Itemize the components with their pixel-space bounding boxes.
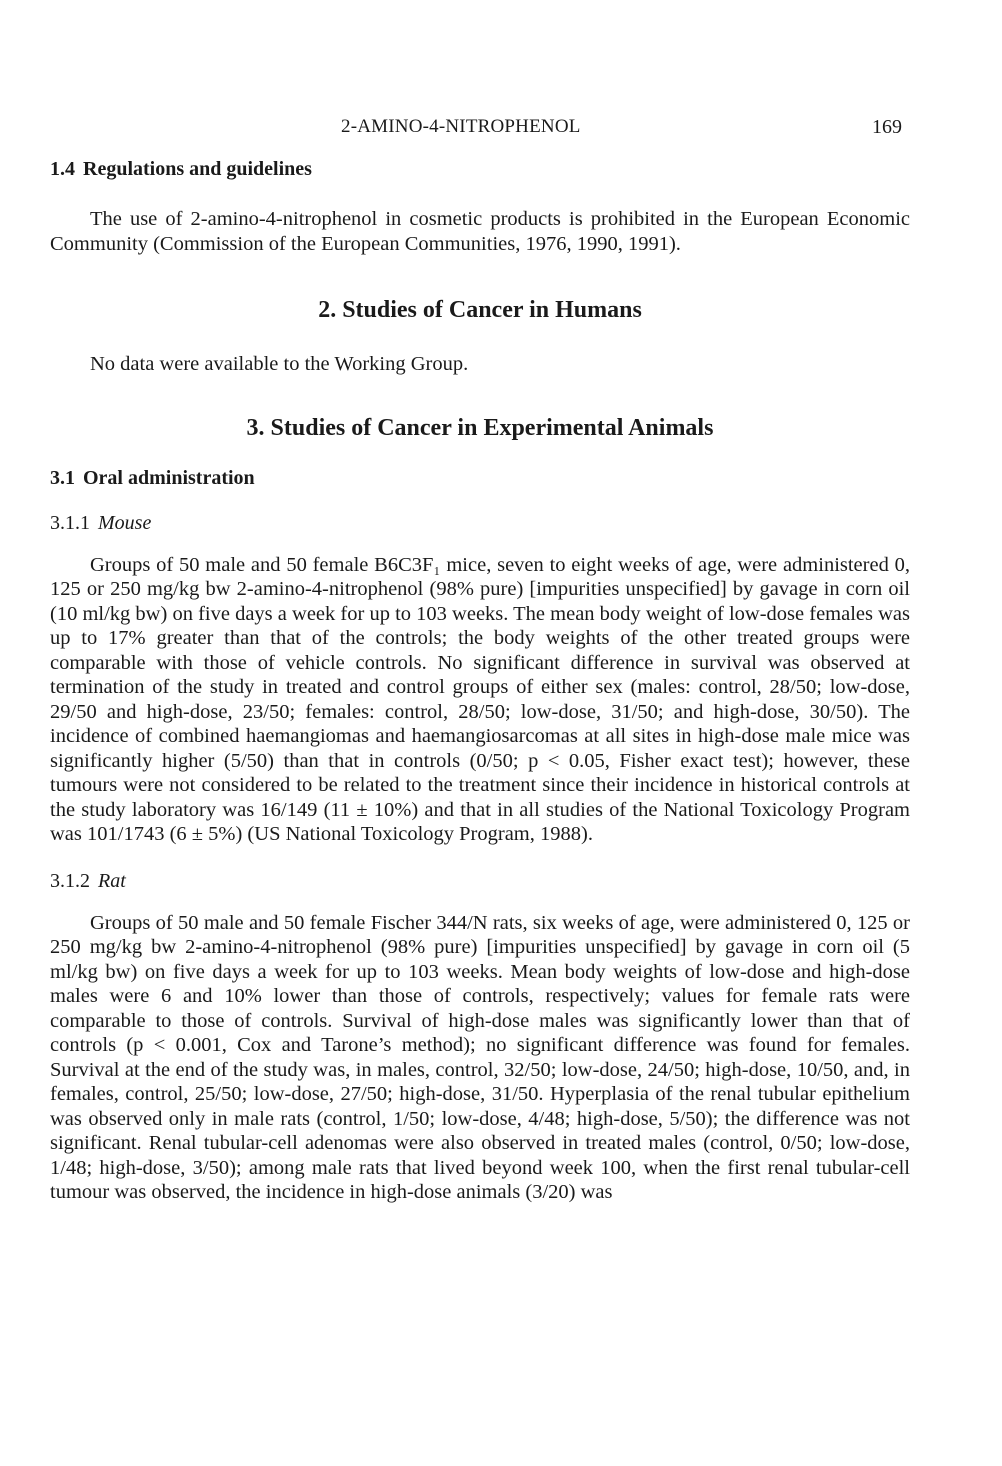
running-header [0, 114, 1002, 140]
section-1-4-paragraph: The use of 2-amino-4-nitrophenol in cosmetic products is prohibited in the European Economic Community (Commission of the European Communities, 1976, 1990, 1991). [50, 208, 910, 255]
page-number: 169 [872, 116, 902, 138]
section-3-1-heading [50, 465, 910, 491]
section-2-paragraph: No data were available to the Working Group. [90, 353, 469, 375]
section-3-heading: 3. Studies of Cancer in Experimental Animals [246, 414, 714, 441]
section-1-4-heading [50, 156, 910, 182]
section-3-1-1-paragraph: Groups of 50 male and 50 female B6C3F₁ mice, seven to eight weeks of age, were administered 0, 125 or 250 mg/kg bw 2-amino-4-nitrophenol (98% pure) [impurities unspecified] by gavage in corn oil (10 ml/kg bw) on five days a week for up to 103 weeks. The mean body weight of low-dose females was up to 17% greater than that of the controls; the body weights of the other treated groups were comparable with those of vehicle controls. No significant difference in survival was observed at termination of the study in treated and control groups of either sex (males: control, 28/50; low-dose, 29/50 and high-dose, 23/50; females: control, 28/50; low-dose, 31/50; and high-dose, 30/50). The incidence of combined haemangiomas and haemangiosarcomas at all sites in high-dose male mice was significantly higher (5/50) than that in controls (0/50; p < 0.05, Fisher exact test); however, these tumours were not considered to be related to the treatment since their incidence in historical controls at the study laboratory was 16/149 (11 ± 10%) and that in all studies of the National Toxicology Program was 101/1743 (6 ± 5%) (US National Toxicology Program, 1988). [50, 553, 910, 845]
section-3-1-2-number: 3.1.2 [50, 869, 90, 892]
page-content [50, 156, 910, 1205]
section-3-1-2-title: Rat [98, 869, 126, 892]
section-3-1-title: Oral administration [83, 466, 255, 489]
section-3-1-2-heading [50, 868, 910, 894]
section-3-1-1-heading [50, 510, 910, 536]
section-3-1-2-paragraph: Groups of 50 male and 50 female Fischer 344/N rats, six weeks of age, were administered 0, 125 or 250 mg/kg bw 2-amino-4-nitrophenol (98% pure) [impurities unspecified] by gavage in corn oil (5 ml/kg bw) on five days a week for up to 103 weeks. Mean body weights of low-dose and high-dose males were 6 and 10% lower than those of controls, respectively; values for female rats were comparable to those of controls. Survival of high-dose males was significantly lower than that of controls (p < 0.001, Cox and Tarone’s method); no significant difference was found for females. Survival at the end of the study was, in males, control, 32/50; low-dose, 24/50; high-dose, 10/50, and, in females, control, 25/50; low-dose, 27/50; high-dose, 31/50. Hyperplasia of the renal tubular epithelium was observed only in male rats (control, 1/50; low-dose, 4/48; high-dose, 5/50); the difference was not significant. Renal tubular-cell adenomas were also observed in treated males (control, 0/50; low-dose, 1/48; high-dose, 3/50); among male rats that lived beyond week 100, when the first renal tubular-cell tumour was observed, the incidence in high-dose animals (3/20) was [50, 911, 910, 1203]
section-3-1-1-number: 3.1.1 [50, 511, 90, 534]
section-2-heading: 2. Studies of Cancer in Humans [318, 297, 642, 323]
section-1-4-title: Regulations and guidelines [83, 158, 312, 180]
section-3-1-number: 3.1 [50, 466, 75, 489]
section-1-4-number: 1.4 [50, 158, 75, 180]
running-title: 2-AMINO-4-NITROPHENOL [341, 116, 581, 137]
section-3-1-1-title: Mouse [98, 511, 152, 534]
